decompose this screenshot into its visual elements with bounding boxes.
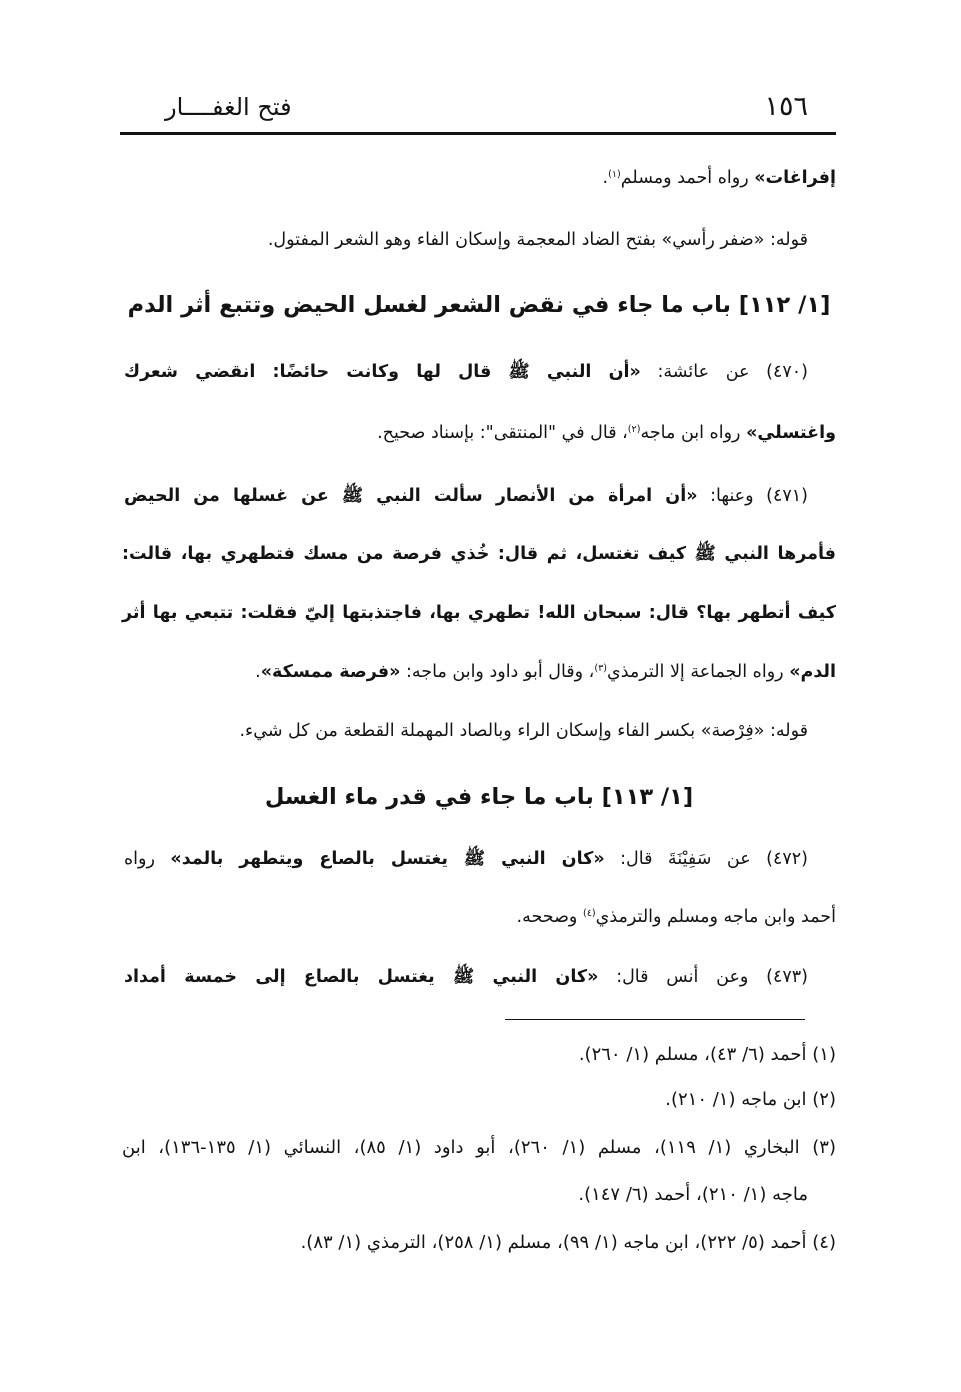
text-segment: . (255, 662, 261, 682)
hadith-intro: (٤٧٣) وعن أنس قال: (598, 967, 808, 987)
footnote-separator (505, 1019, 805, 1020)
text-segment: قوله: «ضفر رأسي» بفتح الضاد المعجمة وإسكان الفاء وهو الشعر المفتول. (267, 230, 808, 250)
hadith-text: إفراغات» (754, 168, 836, 188)
hadith-text: «كان النبي ﷺ يغتسل بالصاع إلى خمسة أمداد (124, 967, 599, 987)
hadith-intro: (٤٧٢) عن سَفِيْنَةَ قال: (604, 849, 808, 869)
hadith-line (124, 350, 808, 394)
header-rule (120, 132, 836, 135)
text-segment: وصححه. (516, 907, 583, 927)
hadith-text: «أن امرأة من الأنصار سألت النبي ﷺ عن غسلها من الحيض (124, 486, 698, 506)
text-segment: . (602, 168, 609, 188)
chapter-heading (122, 775, 836, 819)
footnote-line: (١) أحمد (٦/ ٤٣)، مسلم (١/ ٢٦٠). (578, 1044, 836, 1065)
footnote-line: (٣) البخاري (١/ ١١٩)، مسلم (١/ ٢٦٠)، أبو داود (١/ ٨٥)، النسائي (١/ ١٣٥-١٣٦)، ابن (122, 1137, 836, 1158)
text-segment: ، وقال أبو داود وابن ماجه: (400, 662, 595, 682)
footnote-line: ماجه (١/ ٢١٠)، أحمد (٦/ ١٤٧). (578, 1184, 808, 1205)
text-segment: رواه ابن ماجه (640, 423, 747, 443)
text-line (122, 156, 836, 200)
hadith-text: واغتسلي» (746, 423, 836, 443)
footnote-reference: (١) (608, 169, 621, 181)
text-segment: رواه الجماعة إلا الترمذي (607, 662, 790, 682)
chapter-heading-text: [١/ ١١٢] باب ما جاء في نقض الشعر لغسل الحيض وتتبع أثر الدم (127, 292, 831, 318)
text-segment: رواه أحمد ومسلم (620, 168, 755, 188)
hadith-text: كيف أتطهر بها؟ قال: سبحان الله! تطهري بها، فاجتذبتها إليّ فقلت: تتبعي بها أثر (122, 603, 836, 623)
hadith-text: الدم» (789, 662, 836, 682)
hadith-line (122, 591, 836, 635)
chapter-heading-text: [١/ ١١٣] باب ما جاء في قدر ماء الغسل (264, 784, 694, 810)
text-segment: أحمد وابن ماجه ومسلم والترمذي (595, 907, 836, 927)
hadith-line (124, 955, 808, 999)
hadith-text: فأمرها النبي ﷺ كيف تغتسل، ثم قال: خُذي فرصة من مسك فتطهري بها، قالت: (122, 544, 836, 564)
commentary-line (124, 709, 808, 753)
chapter-heading (122, 283, 836, 327)
footnote-line: (٤) أحمد (٥/ ٢٢٢)، ابن ماجه (١/ ٩٩)، مسلم (١/ ٢٥٨)، الترمذي (١/ ٨٣). (300, 1232, 836, 1253)
hadith-line (122, 532, 836, 576)
footnote-line: (٢) ابن ماجه (١/ ٢١٠). (665, 1089, 836, 1110)
footnote-reference: (٣) (594, 663, 607, 675)
hadith-text: «كان النبي ﷺ يغتسل بالصاع ويتطهر بالمد» (170, 849, 605, 869)
footnote-reference: (٢) (627, 424, 641, 436)
hadith-text: «أن النبي ﷺ قال لها وكانت حائضًا: انقضي شعرك (124, 362, 641, 382)
page-number: ١٥٦ (764, 91, 808, 122)
hadith-line (122, 411, 836, 455)
hadith-intro: (٤٧٠) عن عائشة: (640, 362, 808, 382)
book-title: فتح الغفــــار (165, 93, 292, 121)
text-segment: ، قال في "المنتقى": بإسناد صحيح. (377, 423, 628, 443)
hadith-intro: (٤٧١) وعنها: (697, 486, 808, 506)
text-segment: رواه (124, 849, 171, 869)
hadith-line (124, 474, 808, 518)
hadith-line (124, 837, 808, 881)
hadith-line (122, 895, 836, 939)
commentary-line (124, 218, 808, 262)
footnote-reference: (٤) (582, 908, 596, 920)
text-segment: قوله: «فِرْصة» بكسر الفاء وإسكان الراء وبالصاد المهملة القطعة من كل شيء. (239, 721, 808, 741)
hadith-text: «فرصة ممسكة» (260, 662, 401, 682)
hadith-line (122, 650, 836, 694)
